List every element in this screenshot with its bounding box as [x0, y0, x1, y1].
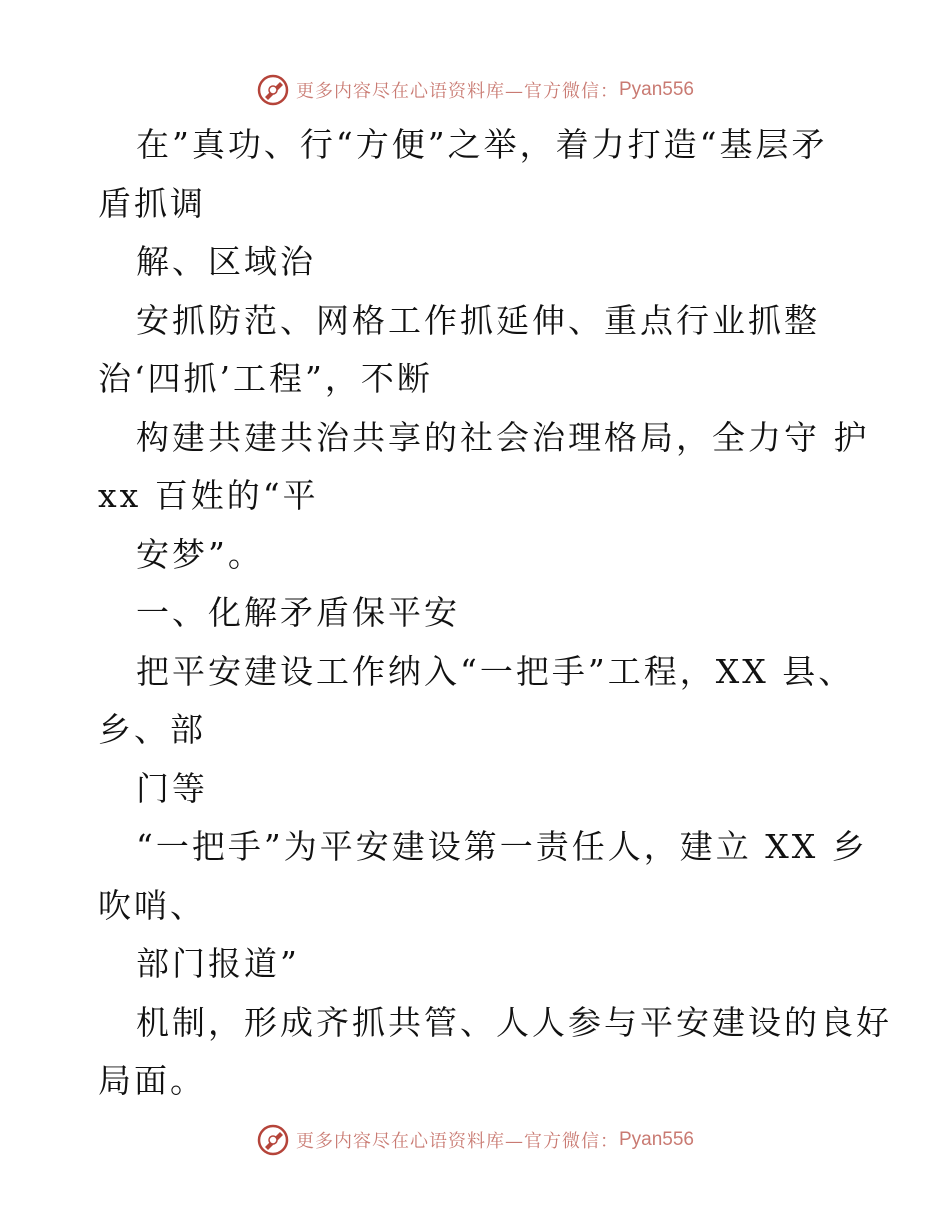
watermark-id: Pyan556 [618, 1129, 694, 1150]
text-line: 治‘四抓’工程”，不断 [98, 359, 433, 398]
text-line: 局面。 [98, 1061, 206, 1100]
text-line: 把平安建设工作纳入“一把手”工程，XX 县、 [136, 651, 855, 691]
text-line: “一把手”为平安建设第一责任人，建立 XX 乡 [136, 827, 868, 866]
text-line: 盾抓调 [98, 183, 206, 223]
text-line: 乡、部 [98, 710, 206, 749]
text-line: 机制，形成齐抓共管、人人参与平安建设的良好 [136, 1002, 892, 1042]
text-line: 解、区域治 [136, 242, 316, 281]
text-line: 部门报道” [136, 944, 300, 983]
text-line: 安梦”。 [136, 534, 264, 574]
document-body [98, 116, 892, 1111]
watermark-id: Pyan556 [618, 79, 694, 100]
section-heading: 一、化解矛盾保平安 [136, 593, 460, 632]
watermark-text: 更多内容尽在心语资料库—官方微信： [295, 81, 619, 102]
text-line: xx 百姓的“平 [98, 476, 319, 515]
text-line: 在”真功、行“方便”之举，着力打造“基层矛 [136, 125, 828, 164]
text-line: 吹哨、 [98, 885, 206, 925]
text-line: 门等 [136, 768, 208, 808]
footer-watermark [0, 1120, 950, 1160]
text-line: 安抓防范、网格工作抓延伸、重点行业抓整 [136, 300, 820, 340]
header-watermark [0, 70, 950, 110]
logo-icon [256, 73, 290, 107]
logo-icon [256, 1123, 290, 1157]
text-line: 构建共建共治共享的社会治理格局，全力守 护 [136, 417, 870, 457]
watermark-text: 更多内容尽在心语资料库—官方微信： [295, 1131, 619, 1152]
